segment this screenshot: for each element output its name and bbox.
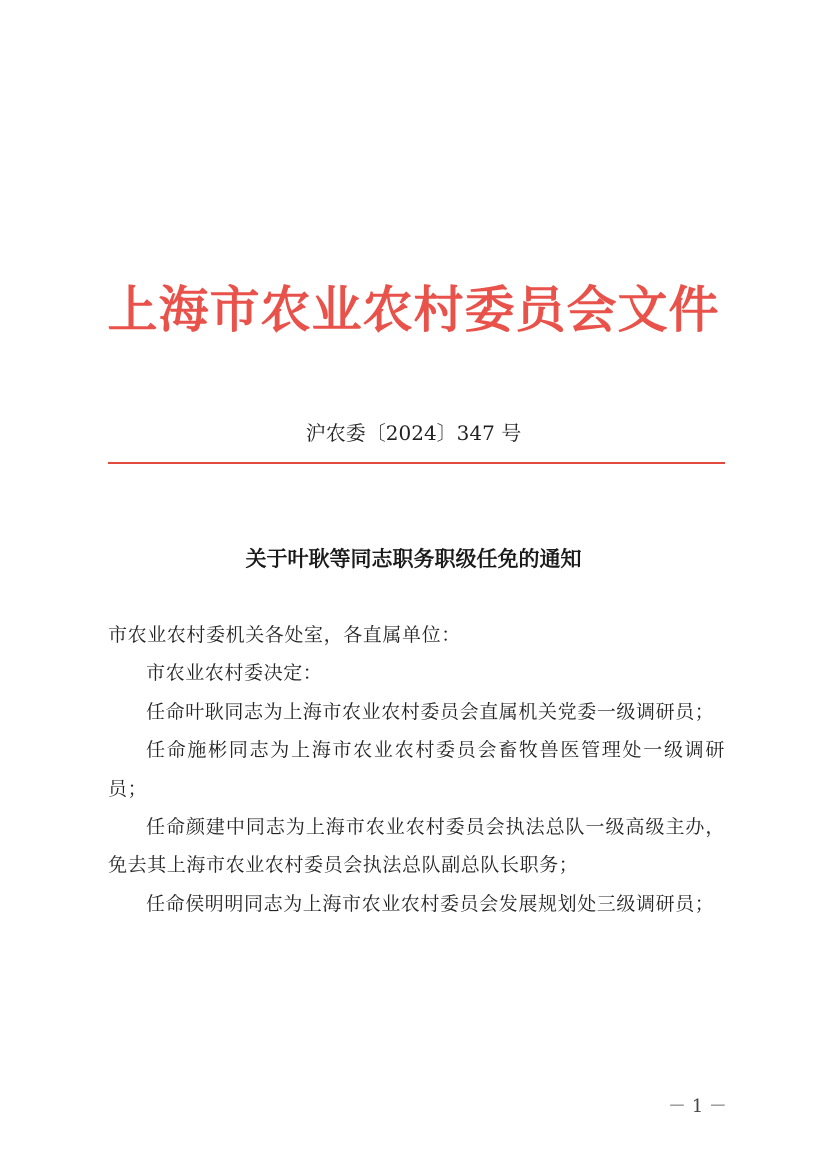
body-paragraph: 任命颜建中同志为上海市农业农村委员会执法总队一级高级主办，免去其上海市农业农村委员会执法总队副总队长职务； xyxy=(108,816,725,877)
notice-title: 关于叶耿等同志职务职级任免的通知 xyxy=(245,546,582,571)
body-paragraph: 市农业农村委决定： xyxy=(146,662,323,685)
notice-body xyxy=(108,616,725,923)
page-number: － 1 － xyxy=(668,1096,727,1117)
body-paragraph: 任命施彬同志为上海市农业农村委员会畜牧兽医管理处一级调研员； xyxy=(108,739,725,800)
document-header-title: 上海市农业农村委员会文件 xyxy=(107,280,720,339)
document-number: 沪农委〔2024〕347 号 xyxy=(305,421,522,445)
body-paragraph: 任命叶耿同志为上海市农业农村委员会直属机关党委一级调研员； xyxy=(146,700,715,723)
header-divider xyxy=(108,462,725,464)
addressee-line: 市农业农村委机关各处室，各直属单位： xyxy=(108,624,461,646)
body-paragraph: 任命侯明明同志为上海市农业农村委员会发展规划处三级调研员； xyxy=(146,892,715,915)
